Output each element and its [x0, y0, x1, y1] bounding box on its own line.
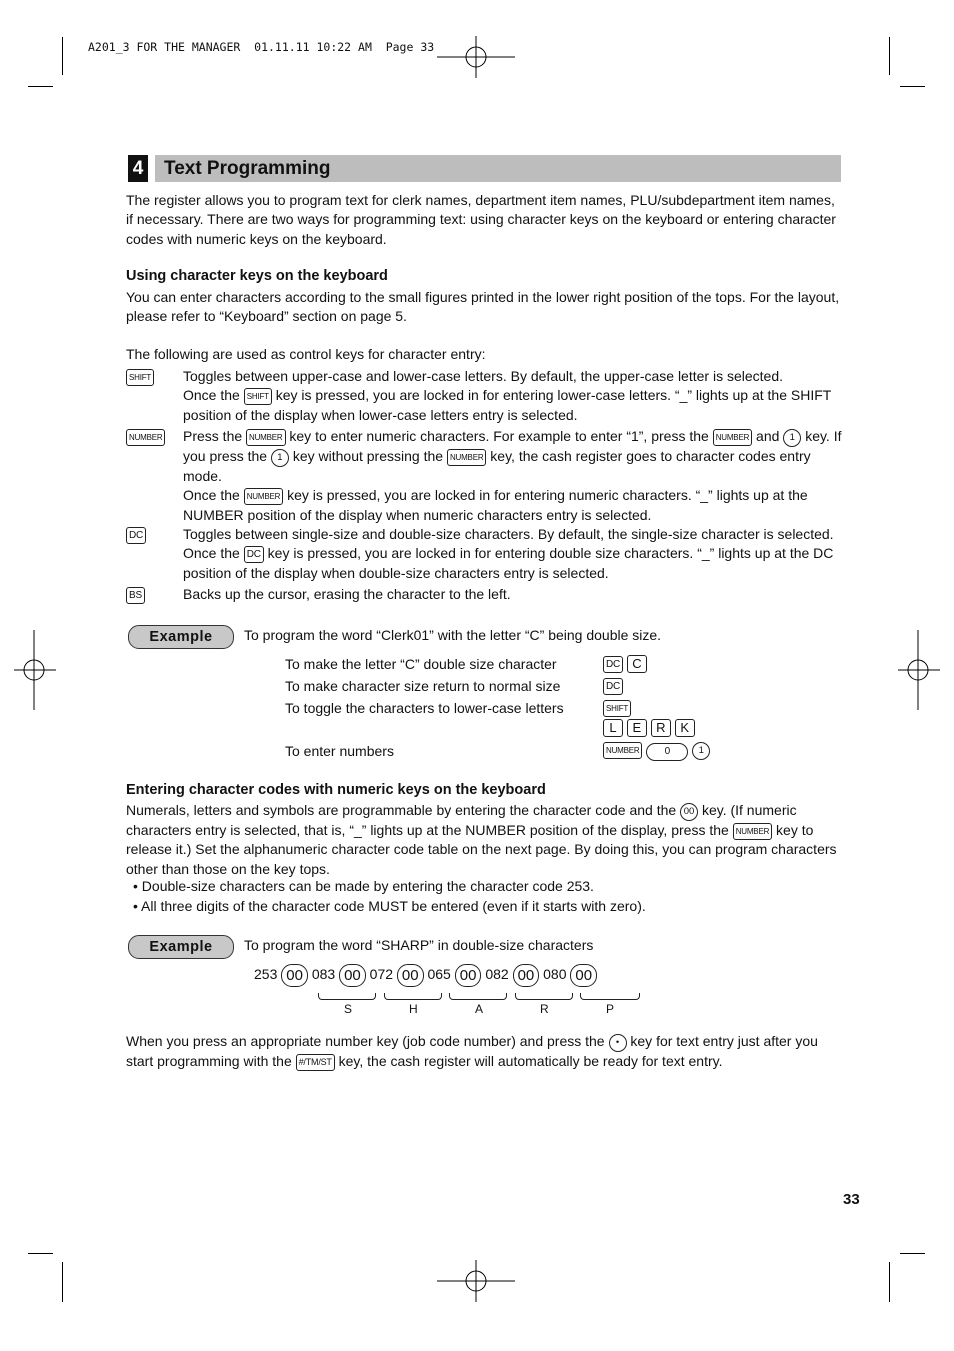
letter-key-l: L — [603, 719, 623, 737]
one-key: 1 — [783, 429, 801, 447]
example1-description: To program the word “Clerk01” with the letter “C” being double size. — [244, 627, 662, 643]
example-badge: Example — [128, 625, 234, 649]
example2-description: To program the word “SHARP” in double-size characters — [244, 937, 594, 953]
registration-mark-left — [14, 630, 56, 710]
example1-row-normal: To make character size return to normal size — [285, 678, 561, 694]
number-key: NUMBER — [733, 823, 772, 840]
double-zero-key: 00 — [680, 803, 698, 821]
bs-key: BS — [126, 587, 145, 604]
char-keys-heading: Using character keys on the keyboard — [126, 268, 388, 284]
codes-heading: Entering character codes with numeric keys on the keyboard — [126, 782, 546, 798]
char-keys-paragraph: You can enter characters according to the small figures printed in the lower right position of the tops. For the layout, please refer to “Keyboard” section on page 5. — [126, 289, 840, 325]
brace-s — [318, 993, 376, 1000]
number-description: Press the NUMBER key to enter numeric characters. For example to enter “1”, press the NUMBER and 1 key. If you press the 1 key without pressing the NUMBER key, the cash register goes to character codes entry mode. Once the NUMBER key is pressed, you are locked in for entering numeric characters. “_” lights up at the NUMBER position of the display when numeric characters entry is selected. — [183, 428, 842, 523]
dc-key: DC — [244, 546, 264, 563]
codes-paragraph: Numerals, letters and symbols are programmable by entering the character code and the 00 key. (If numeric characters entry is selected, that is, “_” lights up at the NUMBER position of the display, press the NUMBER key to release it.) Set the alphanumeric character code table on the next page. By doing this, you can program characters other than those on the key tops. — [126, 802, 837, 877]
registration-mark-right — [898, 630, 940, 710]
number-key: NUMBER — [126, 429, 165, 446]
double-zero-key: 00 — [281, 964, 308, 987]
one-key: 1 — [271, 449, 289, 467]
example2-sequence: 253 00 083 00 072 00 065 00 082 00 080 00 — [254, 964, 597, 987]
brace-label-r: R — [540, 1002, 549, 1016]
brace-label-a: A — [475, 1002, 484, 1016]
letter-key-c: C — [627, 655, 647, 673]
brace-label-p: P — [606, 1002, 615, 1016]
letter-key-e: E — [627, 719, 647, 737]
number-key: NUMBER — [246, 429, 285, 446]
brace-label-s: S — [344, 1002, 353, 1016]
brace-p — [580, 993, 640, 1000]
shift-description: Toggles between upper-case and lower-case letters. By default, the upper-case letter is selected. Once the SHIFT key is pressed, you are locked in for entering lower-case letters. “_” lights up at the SHIFT position of the display when lower-case letters entry is selected. — [183, 368, 832, 423]
dc-key: DC — [603, 656, 623, 673]
tm-st-key: #/TM/ST — [296, 1054, 335, 1071]
number-key: NUMBER — [447, 449, 486, 466]
example-badge: Example — [128, 935, 234, 959]
footer-paragraph: When you press an appropriate number key (job code number) and press the • key for text entry just after you start programming with the #/TM/ST key, the cash register will automatically be ready for text entry. — [126, 1033, 818, 1069]
bs-description: Backs up the cursor, erasing the character to the left. — [183, 586, 511, 602]
example1-row-double: To make the letter “C” double size character — [285, 656, 557, 672]
brace-r — [515, 993, 573, 1000]
codes-bullet-1: • Double-size characters can be made by entering the character code 253. — [133, 878, 594, 894]
number-key: NUMBER — [713, 429, 752, 446]
number-key: NUMBER — [244, 488, 283, 505]
double-zero-key: 00 — [570, 964, 597, 987]
zero-key: 0 — [646, 743, 688, 761]
registration-mark-bottom — [437, 1260, 517, 1302]
dc-key: DC — [603, 678, 623, 695]
page-number: 33 — [843, 1191, 860, 1208]
registration-mark-top — [437, 36, 517, 78]
shift-key: SHIFT — [603, 700, 631, 717]
double-zero-key: 00 — [455, 964, 482, 987]
control-keys-intro: The following are used as control keys for character entry: — [126, 346, 486, 362]
number-key: NUMBER — [603, 742, 642, 759]
section-title: Text Programming — [164, 158, 331, 179]
example1-row-numbers: To enter numbers — [285, 743, 394, 759]
example1-row-lowercase: To toggle the characters to lower-case letters — [285, 700, 564, 716]
intro-paragraph: The register allows you to program text for clerk names, department item names, PLU/subdepartment item names, if necessary. There are two ways for programming text: using character keys on the keyboard or entering character codes with numeric keys on the keyboard. — [126, 192, 836, 247]
print-header: A201_3 FOR THE MANAGER 01.11.11 10:22 AM Page 33 — [88, 40, 435, 54]
shift-key: SHIFT — [244, 388, 272, 405]
double-zero-key: 00 — [513, 964, 540, 987]
brace-h — [384, 993, 442, 1000]
letter-key-r: R — [651, 719, 671, 737]
dot-key: • — [609, 1034, 627, 1052]
codes-bullet-2: • All three digits of the character code MUST be entered (even if it starts with zero). — [133, 898, 646, 914]
brace-a — [449, 993, 507, 1000]
double-zero-key: 00 — [339, 964, 366, 987]
section-number: 4 — [128, 155, 148, 182]
double-zero-key: 00 — [397, 964, 424, 987]
letter-key-k: K — [675, 719, 695, 737]
dc-description: Toggles between single-size and double-size characters. By default, the single-size character is selected. Once the DC key is pressed, you are locked in for entering double size characters. “_” lights up at the DC position of the display when double-size characters entry is selected. — [183, 526, 834, 581]
shift-key: SHIFT — [126, 369, 154, 386]
one-key: 1 — [692, 742, 710, 760]
dc-key: DC — [126, 527, 146, 544]
brace-label-h: H — [409, 1002, 418, 1016]
